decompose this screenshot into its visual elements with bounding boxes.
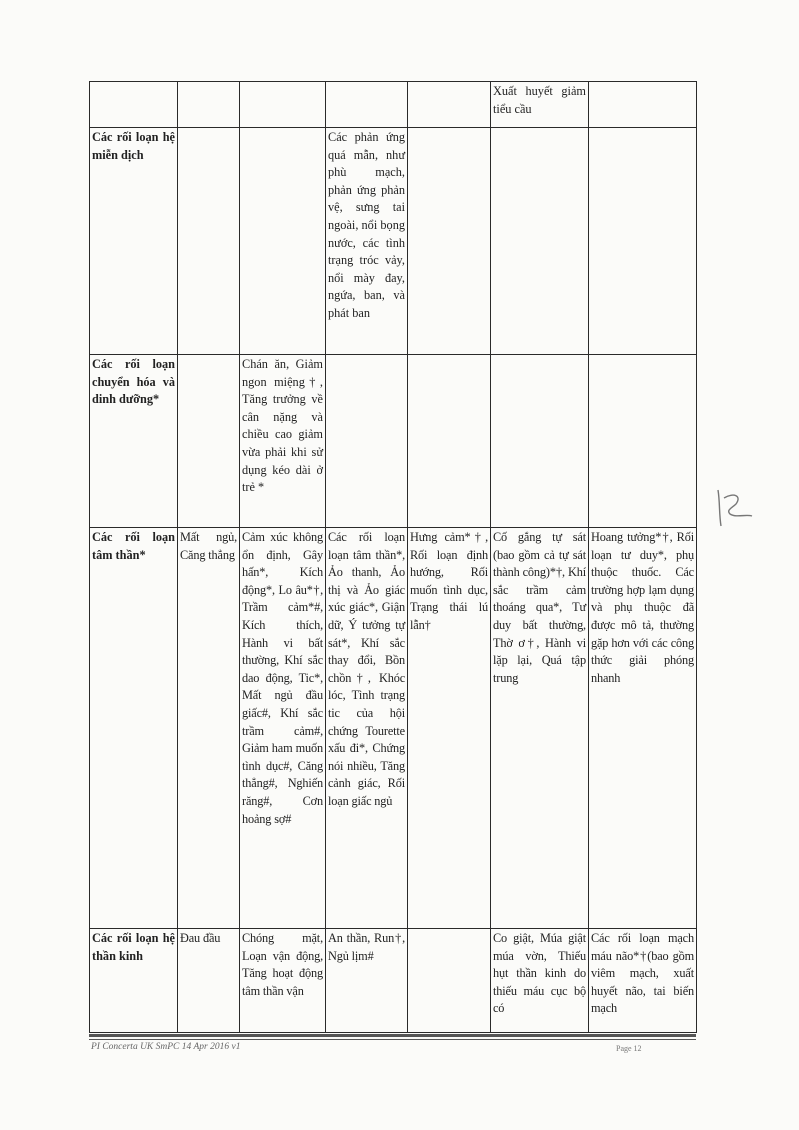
table-cell <box>408 929 491 1033</box>
table-cell: Mất ngủ, Căng thẳng <box>178 528 240 929</box>
table-row <box>90 128 697 355</box>
table-cell <box>326 355 408 528</box>
table-cell <box>491 355 589 528</box>
table-cell <box>589 128 697 355</box>
table-cell <box>408 128 491 355</box>
table-cell <box>408 355 491 528</box>
table-cell: Xuất huyết giảm tiểu cầu <box>491 82 589 128</box>
footer-document-id: PI Concerta UK SmPC 14 Apr 2016 v1 <box>91 1042 241 1052</box>
table-cell: Co giật, Múa giật múa vờn, Thiếu hụt thần kinh do thiếu máu cục bộ có <box>491 929 589 1033</box>
organ-class-cell: Các rối loạn chuyển hóa và dinh dưỡng* <box>90 355 178 528</box>
table-row <box>90 355 697 528</box>
table-cell <box>178 128 240 355</box>
table-cell: Cố gắng tự sát (bao gồm cả tự sát thành công)*†, Khí sắc trầm cảm thoáng qua*, Tư duy bất thường, Thờ ơ†, Hành vi lặp lại, Quá tập trung <box>491 528 589 929</box>
table-cell: Chán ăn, Giảm ngon miệng†, Tăng trưởng về cân nặng và chiều cao giảm vừa phải khi sử dụng kéo dài ở trẻ * <box>240 355 326 528</box>
table-cell: Hưng cảm*†, Rối loạn định hướng, Rối muốn tình dục, Trạng thái lú lẫn† <box>408 528 491 929</box>
organ-class-cell <box>90 82 178 128</box>
table-cell <box>589 82 697 128</box>
table-cell: Cảm xúc không ổn định, Gây hấn*, Kích động*, Lo âu*†, Trầm cảm*#, Kích thích, Hành vi bất thường, Khí sắc dao động, Tic*, Mất ngủ đầu giấc#, Khí sắc trầm cảm#, Giảm ham muốn tình dục#, Căng thẳng#, Nghiến răng#, Cơn hoảng sợ# <box>240 528 326 929</box>
footer-page-number: Page 12 <box>616 1044 642 1053</box>
footer-rule-thick <box>89 1034 696 1037</box>
table-row <box>90 82 697 128</box>
table-cell: Chóng mặt, Loạn vận động, Tăng hoạt động tâm thần vận <box>240 929 326 1033</box>
table-cell <box>326 82 408 128</box>
organ-class-cell: Các rối loạn tâm thần* <box>90 528 178 929</box>
table-cell: Đau đầu <box>178 929 240 1033</box>
table-cell <box>240 82 326 128</box>
organ-class-cell: Các rối loạn hệ miễn dịch <box>90 128 178 355</box>
adverse-reactions-table <box>89 81 697 1033</box>
table-cell <box>589 355 697 528</box>
table-row <box>90 929 697 1033</box>
table-cell <box>178 355 240 528</box>
table-cell <box>178 82 240 128</box>
table-cell: An thần, Run†, Ngủ lịm# <box>326 929 408 1033</box>
table-cell: Các phản ứng quá mẫn, như phù mạch, phản ứng phản vệ, sưng tai ngoài, nổi bọng nước, các tình trạng tróc vảy, nổi mày đay, ngứa, ban, và phát ban <box>326 128 408 355</box>
table-cell <box>408 82 491 128</box>
table-cell: Các rối loạn mạch máu não*†(bao gồm viêm mạch, xuất huyết não, tai biến mạch <box>589 929 697 1033</box>
table-cell: Hoang tưởng*†, Rối loạn tư duy*, phụ thuộc thuốc. Các trường hợp lạm dụng và phụ thuộc đã được mô tả, thường gặp hơn với các công thức giải phóng nhanh <box>589 528 697 929</box>
handwritten-initials-mark <box>712 484 758 530</box>
table-row <box>90 528 697 929</box>
table-cell <box>491 128 589 355</box>
table-cell <box>240 128 326 355</box>
footer-rule-thin <box>89 1039 696 1040</box>
table-cell: Các rối loạn loạn tâm thần*, Ảo thanh, Ảo thị và Ảo giác xúc giác*, Giận dữ, Ý tưởng tự sát*, Khí sắc thay đổi, Bồn chồn†, Khóc lóc, Tình trạng tic của hội chứng Tourette xấu đi*, Chứng nói nhiều, Tăng cảnh giác, Rối loạn giấc ngủ <box>326 528 408 929</box>
organ-class-cell: Các rối loạn hệ thần kinh <box>90 929 178 1033</box>
